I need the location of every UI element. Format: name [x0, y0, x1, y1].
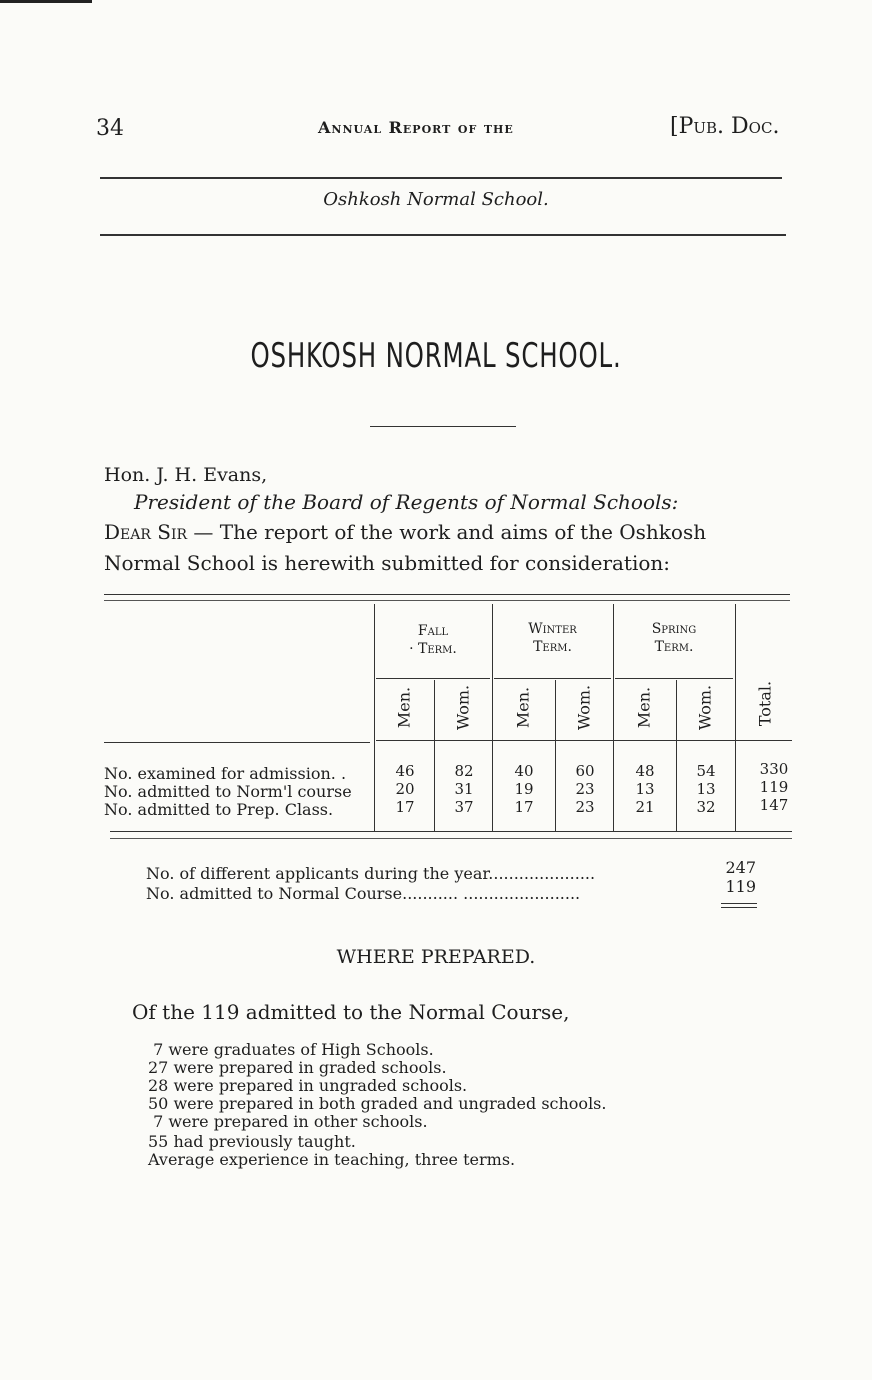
- header-rule: [376, 740, 792, 741]
- cell: 23: [575, 780, 595, 798]
- term-winter-line2: Term.: [533, 639, 572, 655]
- col-fall-wom: Wom.: [453, 684, 473, 731]
- page-edge-mark: [0, 0, 92, 3]
- cell-total: 119: [759, 778, 789, 796]
- term-spring-line1: Spring: [651, 621, 697, 637]
- table-vrule: [735, 604, 736, 832]
- page-title: OSHKOSH NORMAL SCHOOL.: [250, 336, 622, 376]
- col-winter-men: Men.: [513, 686, 533, 729]
- letter-body-1: — The report of the work and aims of the Oshkosh: [187, 520, 707, 544]
- table-vrule: [555, 680, 556, 832]
- cell: 82: [454, 762, 474, 780]
- cell: 48: [635, 762, 655, 780]
- list-item: 50 were prepared in both graded and ungraded schools.: [148, 1094, 607, 1113]
- cell: 46: [395, 762, 415, 780]
- addressee: Hon. J. H. Evans,: [104, 464, 268, 486]
- summary-applicants: [146, 864, 595, 883]
- term-rule: [615, 678, 733, 679]
- header-rule-bottom: [100, 234, 786, 236]
- cell-total: 330: [759, 760, 789, 778]
- list-item: 27 were prepared in graded schools.: [148, 1058, 447, 1077]
- where-prepared-heading: WHERE PREPARED.: [336, 946, 536, 968]
- summary-label: No. admitted to Normal Course: [146, 884, 403, 903]
- term-fall: [376, 622, 490, 658]
- cell: 13: [635, 780, 655, 798]
- running-title: Annual Report of the: [318, 118, 514, 137]
- cell: 23: [575, 798, 595, 816]
- table-rule-top: [104, 594, 790, 595]
- col-spring-men: Men.: [634, 686, 654, 729]
- summary-label: No. of different applicants during the year: [146, 864, 489, 883]
- stub-rule: [104, 742, 370, 743]
- title-divider: [370, 426, 516, 427]
- cell-total: 147: [759, 796, 789, 814]
- doc-label: [Pub. Doc.: [670, 114, 780, 139]
- table-vrule: [434, 680, 435, 832]
- table-rule-bottom-thin: [110, 838, 792, 839]
- col-winter-wom: Wom.: [574, 684, 594, 731]
- where-prepared-intro: Of the 119 admitted to the Normal Course,: [132, 1000, 570, 1024]
- list-item: 7 were prepared in other schools.: [148, 1112, 428, 1131]
- cell: 54: [696, 762, 716, 780]
- table-vrule: [613, 604, 614, 832]
- summary-value: 119: [725, 877, 756, 896]
- letter-line-2: Normal School is herewith submitted for consideration:: [104, 551, 671, 575]
- col-spring-wom: Wom.: [695, 684, 715, 731]
- cell: 40: [514, 762, 534, 780]
- cell: 32: [696, 798, 716, 816]
- page-number: 34: [96, 116, 124, 141]
- cell: 17: [395, 798, 415, 816]
- term-winter-line1: Winter: [528, 621, 577, 637]
- list-item: Average experience in teaching, three terms.: [148, 1150, 516, 1169]
- col-total: Total.: [755, 680, 775, 727]
- term-rule: [376, 678, 490, 679]
- cell: 19: [514, 780, 534, 798]
- summary-admitted: [146, 884, 580, 903]
- list-item: 28 were prepared in ungraded schools.: [148, 1076, 468, 1095]
- row-label-normal: No. admitted to Norm'l course: [104, 782, 352, 801]
- list-item: 55 had previously taught.: [148, 1132, 356, 1151]
- header-rule-top: [100, 177, 782, 179]
- cell: 21: [635, 798, 655, 816]
- term-spring-line2: Term.: [654, 639, 694, 655]
- table-vrule: [676, 680, 677, 832]
- sum-double-rule: [721, 903, 757, 908]
- term-winter: [494, 620, 611, 656]
- table-vrule: [374, 604, 375, 832]
- addressee-title: President of the Board of Regents of Normal Schools:: [134, 490, 679, 514]
- list-item: 7 were graduates of High Schools.: [148, 1040, 434, 1059]
- leader-dots: ........... .......................: [402, 884, 581, 903]
- cell: 60: [575, 762, 595, 780]
- table-rule-bottom: [110, 831, 792, 832]
- summary-value: 247: [725, 858, 756, 877]
- cell: 13: [696, 780, 716, 798]
- cell: 17: [514, 798, 534, 816]
- table-vrule: [492, 604, 493, 832]
- section-heading: Oshkosh Normal School.: [323, 189, 549, 210]
- row-label-examined: No. examined for admission. .: [104, 764, 347, 783]
- salutation: Dear Sir: [104, 520, 188, 544]
- leader-dots: .....................: [488, 864, 596, 883]
- letter-line-1: [104, 520, 706, 544]
- term-fall-line2: · Term.: [409, 641, 457, 657]
- term-spring: [615, 620, 733, 656]
- row-label-prep: No. admitted to Prep. Class.: [104, 800, 334, 819]
- term-fall-line1: Fall: [417, 623, 449, 639]
- cell: 20: [395, 780, 415, 798]
- cell: 37: [454, 798, 474, 816]
- col-fall-men: Men.: [394, 686, 414, 729]
- table-rule-top-thin: [104, 600, 790, 601]
- cell: 31: [454, 780, 474, 798]
